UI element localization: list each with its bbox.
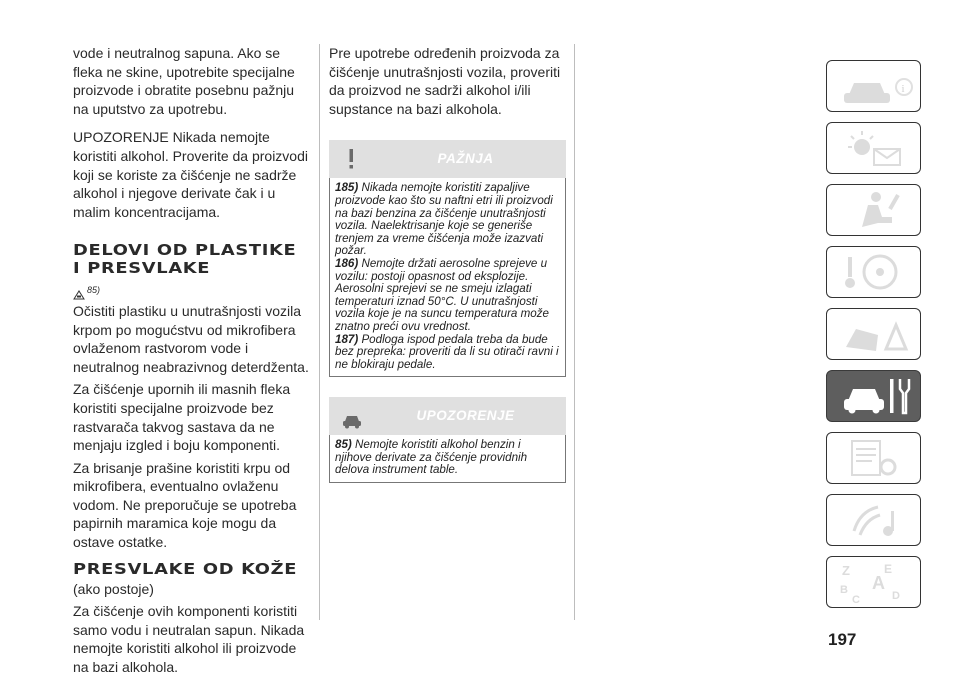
left-column [73, 44, 311, 677]
tab-index[interactable] [826, 556, 921, 608]
tab-maintenance[interactable] [826, 370, 921, 422]
tab-emergency[interactable] [826, 308, 921, 360]
caution-header [329, 397, 566, 435]
caution-body [329, 435, 566, 483]
airbag-seat-icon [834, 187, 914, 233]
breakdown-icon [834, 311, 914, 357]
paragraph: vode i neutralnog sapuna. Ako se fleka ne skine, upotrebite specijalne proizvode i obratite posebnu pažnju na uputstvo za upotrebu. [73, 45, 295, 117]
warning-number: 187) [335, 332, 359, 346]
tab-starting-driving[interactable] [826, 246, 921, 298]
technical-data-icon [834, 435, 914, 481]
steering-key-icon [834, 249, 914, 295]
svg-text:i: i [901, 83, 905, 95]
svg-text:B: B [839, 584, 848, 596]
index-icon [834, 559, 914, 605]
car-info-icon [834, 63, 914, 109]
subheading: (ako postoje) [73, 580, 154, 597]
multimedia-icon [834, 497, 914, 543]
right-column [329, 44, 566, 483]
caution-box [329, 397, 566, 483]
svg-text:E: E [883, 562, 892, 576]
tab-multimedia[interactable] [826, 494, 921, 546]
tab-warning-lights[interactable] [826, 122, 921, 174]
warning-lights-icon [834, 125, 914, 171]
warning-number: 185) [335, 181, 359, 195]
caution-text: Nemojte koristiti alkohol benzin i njihove derivate za čišćenje providnih delova instrument table. [335, 438, 528, 477]
paragraph: Za čišćenje upornih ili masnih fleka koristiti specijalne proizvode bez rastvarača takvog sastava da ne menjaju izgled i boju komponenti. [73, 381, 291, 454]
caution-car-icon [73, 290, 85, 300]
warning-text: Nikada nemojte koristiti zapaljive proizvode kao što su naftni etri ili proizvodi na bazi benzina za čišćenje unutrašnjosti vozila. Naelektrisanje koje se generiše trenjem za vreme čišćenja može izazvati požar. [335, 181, 553, 258]
caution-number: 85) [335, 438, 352, 452]
warning-title: PAŽNJA [437, 151, 494, 167]
caution-reference [73, 281, 311, 300]
warning-text: Nemojte držati aerosolne spreјeve u vozilu: postoji opasnost od eksplozije. Aerosolni sprejevi se ne smeju izlagati temperaturi iznad 50°C. U unutrašnjosti vozila koje je na suncu temperatura može znatno preći ovu vrednost. [335, 256, 549, 333]
tab-car-info[interactable] [826, 60, 921, 112]
warning-body [329, 178, 566, 377]
warning-box [329, 140, 566, 377]
page-number: 197 [828, 630, 857, 649]
section-heading: DELOVI OD PLASTIKE I PRESVLAKE [73, 241, 297, 278]
paragraph: Pre upotrebe određenih proizvoda za čišćenje unutrašnjosti vozila, proveriti da proizvod ne sadrži alkohol i/ili supstance na bazi alkohola. [329, 45, 561, 117]
warning-text: Podloga ispod pedala treba da bude bez prepreka: proveriti da li su otirači ravni i ne blokiraju pedale. [335, 332, 559, 371]
tab-technical-data[interactable] [826, 432, 921, 484]
paragraph: Očistiti plastiku u unutrašnjosti vozila krpom po mogućstvu od mikrofibera ovlaženom rastvorom vode i neutralnog neabrazivnog deterdženta. [73, 302, 309, 375]
column-divider [319, 44, 320, 620]
warning-header [329, 140, 566, 178]
tab-safety[interactable] [826, 184, 921, 236]
caution-title: UPOZORENJE [416, 408, 515, 424]
column-divider [574, 44, 575, 620]
section-heading: PRESVLAKE OD KOŽE [73, 559, 298, 578]
svg-text:D: D [891, 590, 900, 602]
svg-text:C: C [851, 594, 860, 605]
paragraph: Za čišćenje ovih komponenti koristiti samo vodu i neutralan sapun. Nikada nemojte koristiti alkohol ili proizvode na bazi alkohola. [73, 603, 305, 676]
svg-text:Z: Z [841, 563, 850, 578]
warning-number: 186) [335, 256, 359, 270]
caution-ref-number: 85) [87, 285, 101, 296]
car-maintenance-icon [834, 373, 914, 419]
svg-text:A: A [871, 573, 885, 593]
paragraph: UPOZORENJE Nikada nemojte koristiti alkohol. Proverite da proizvodi koji se koriste za čišćenje ne sadrže alkohol i njegove derivate čak i u malim koncentracijama. [73, 129, 308, 220]
paragraph: Za brisanje prašine koristiti krpu od mikrofibera, eventualno ovlaženu vodom. Ne preporučuje se upotreba papirnih maramica koje mogu da ostave ostatke. [73, 459, 297, 551]
